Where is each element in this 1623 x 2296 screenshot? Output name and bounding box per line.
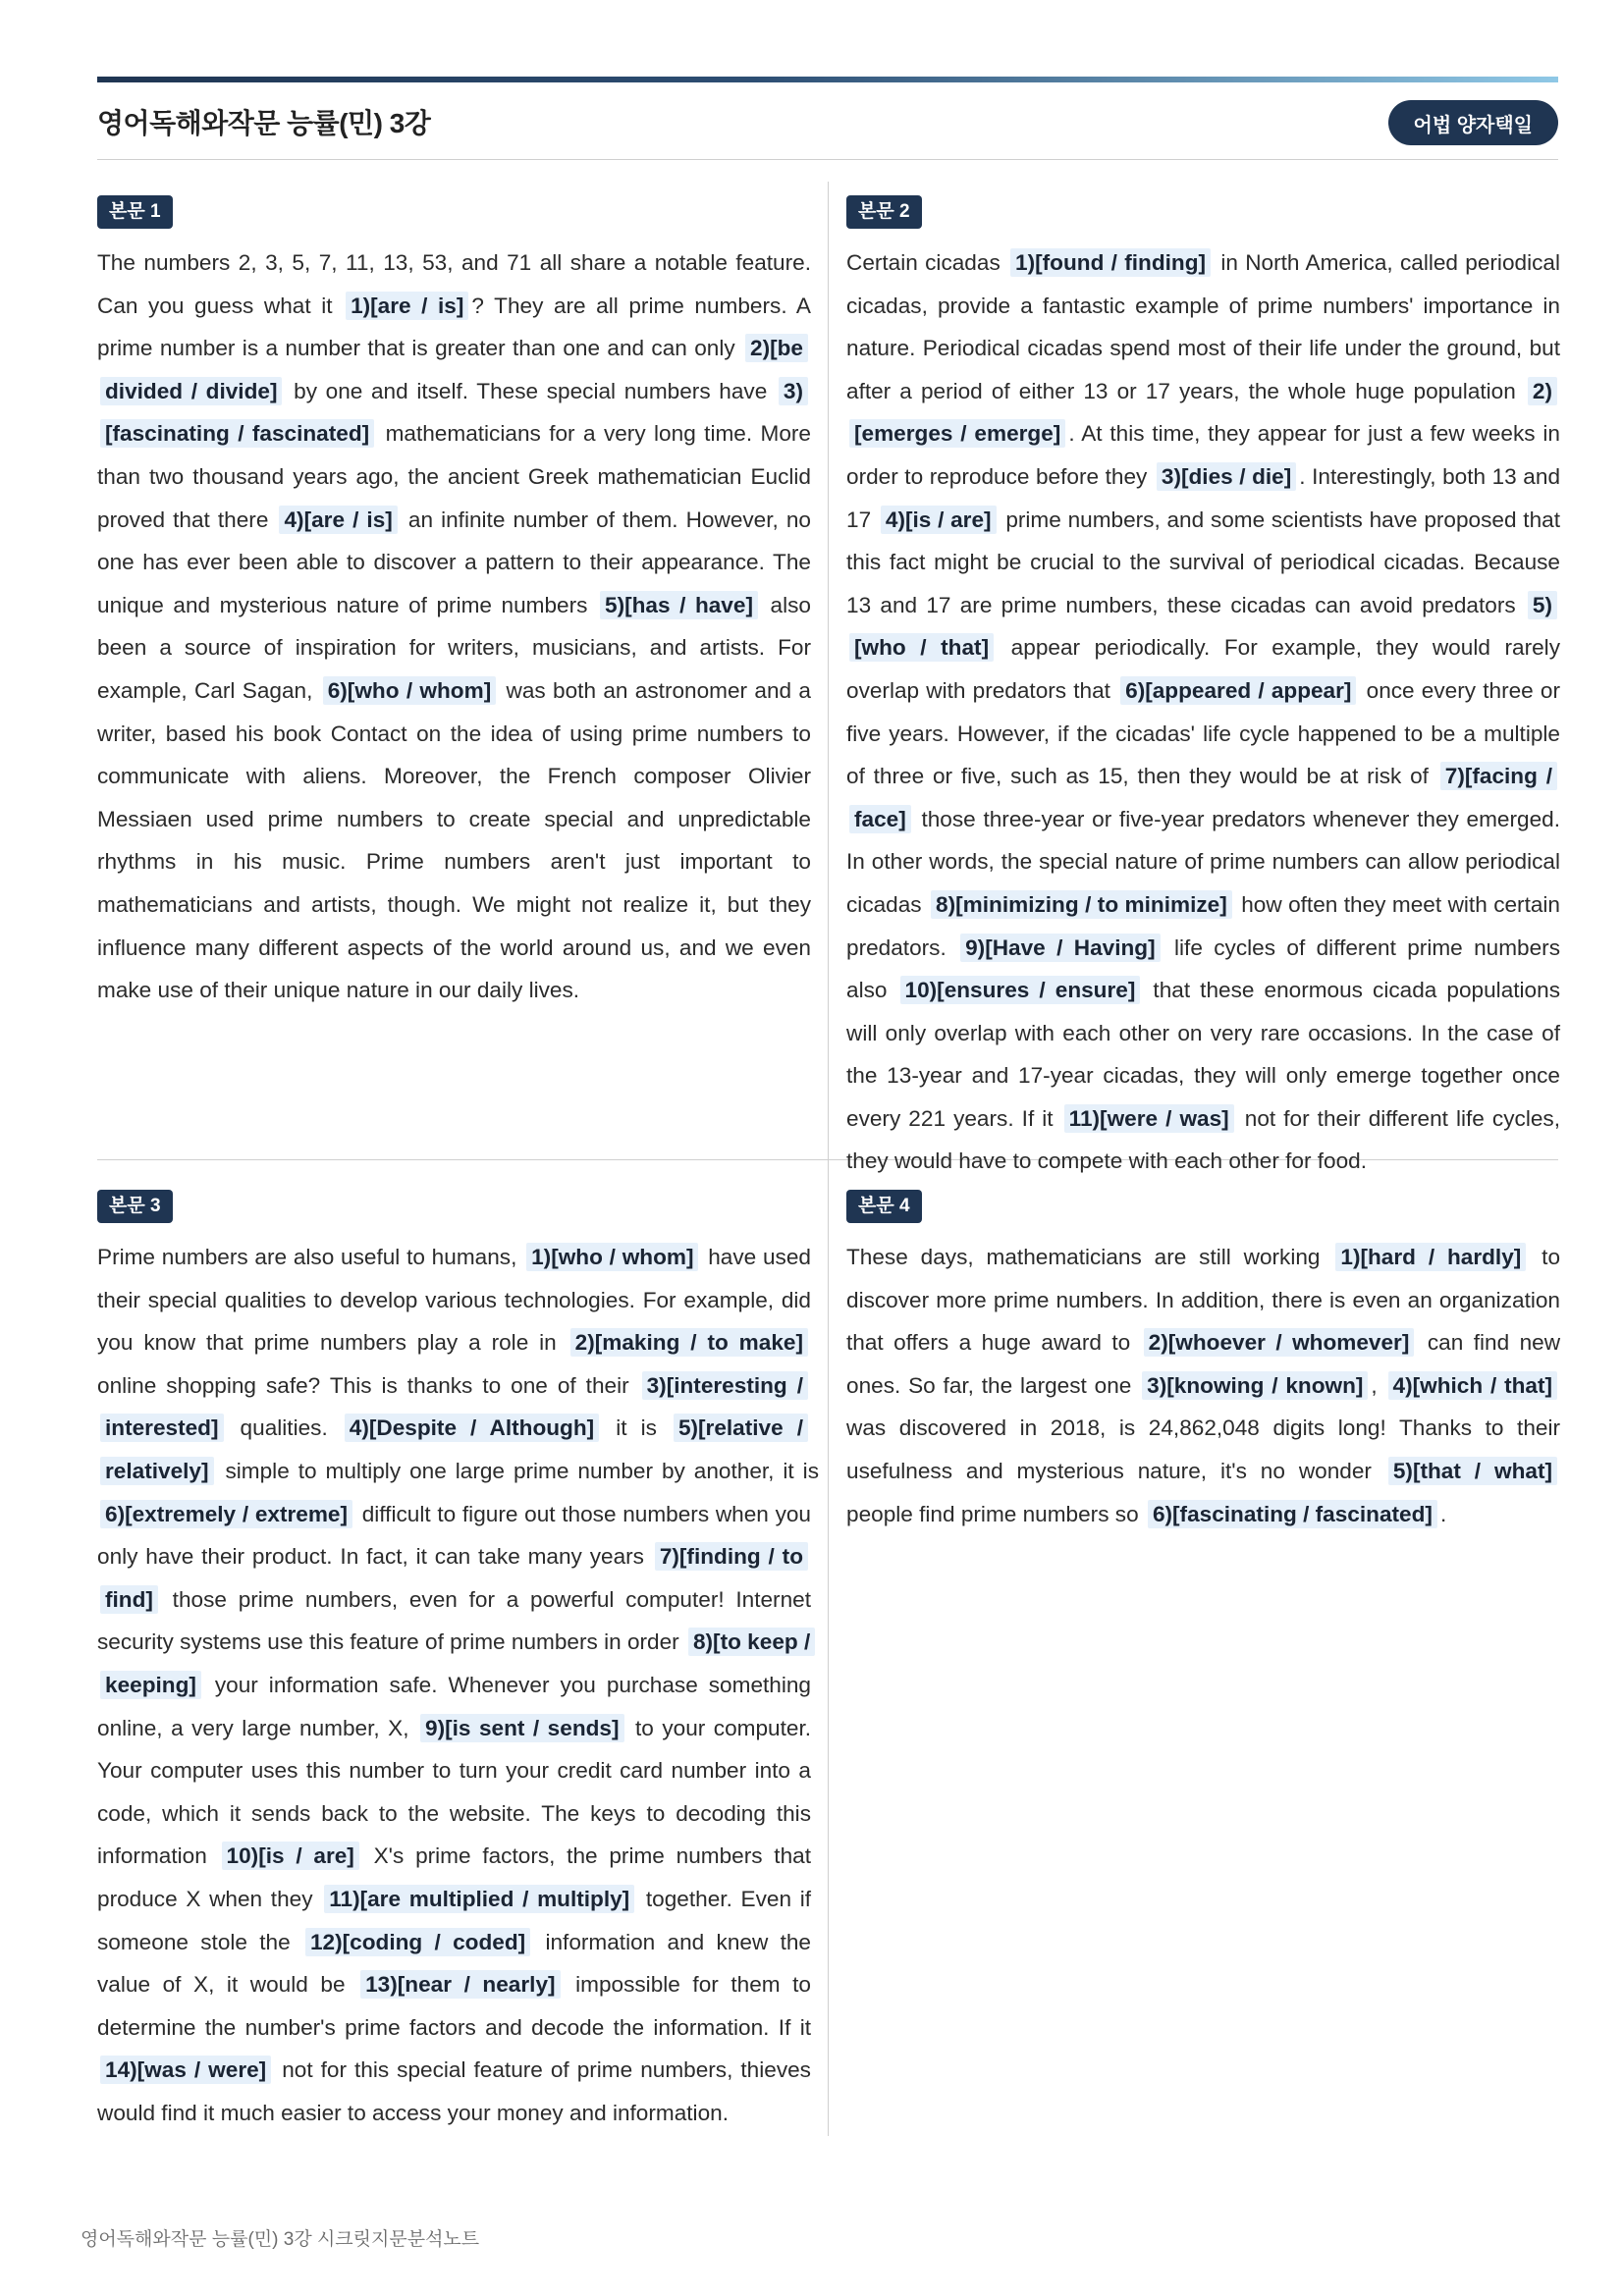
- passage-sentence: Certain cicadas: [846, 250, 1008, 275]
- passage-label: 본문 2: [846, 195, 922, 229]
- grammar-choice: 8)[to keep / keeping]: [100, 1628, 815, 1699]
- grammar-choice: 4)[which / that]: [1388, 1371, 1558, 1400]
- grammar-choice: 11)[are multiplied / multiply]: [324, 1885, 634, 1913]
- passage-sentence: ? They are all prime numbers. A prime number is a number that is greater than one and can only: [97, 293, 811, 361]
- header-accent-bar: [97, 77, 1558, 82]
- grammar-choice: 5)[has / have]: [600, 591, 758, 619]
- passage-text: [846, 1236, 1560, 1535]
- grammar-choice: 12)[coding / coded]: [305, 1928, 530, 1956]
- passage-sentence: qualities.: [226, 1415, 342, 1441]
- passage-section-2: [846, 195, 1560, 1183]
- passage-sentence: people find prime numbers so: [846, 1501, 1145, 1526]
- passage-sentence: ,: [1371, 1372, 1385, 1398]
- grammar-choice: 6)[extremely / extreme]: [100, 1500, 352, 1528]
- passage-sentence: not for this special feature of prime numbers, thieves would find it much easier to access your money and information.: [97, 2057, 811, 2125]
- passage-sentence: also been a source of inspiration for writers, musicians, and artists. For example, Carl Sagan,: [97, 592, 811, 703]
- grammar-choice: 6)[appeared / appear]: [1120, 676, 1356, 705]
- passage-sentence: X's prime factors, the prime numbers that produce X when they: [97, 1843, 811, 1911]
- header-divider: [97, 159, 1558, 160]
- passage-sentence: can find new ones. So far, the largest one: [846, 1330, 1561, 1398]
- passage-sentence: .: [1439, 1501, 1447, 1526]
- passage-sentence: mathematicians for a very long time. More than two thousand years ago, the ancient Greek mathematician Euclid proved that there: [97, 421, 812, 532]
- grammar-choice: 11)[were / was]: [1064, 1104, 1234, 1133]
- passage-label: 본문 3: [97, 1190, 173, 1223]
- grammar-choice: 10)[ensures / ensure]: [900, 976, 1141, 1004]
- passage-sentence: prime numbers, and some scientists have proposed that this fact might be crucial to the survival of periodical cicadas. Because 13 and 17 are prime numbers, these cicadas can avoid predators: [846, 507, 1560, 617]
- passage-sentence: not for their different life cycles, they would have to compete with each other for food.: [846, 1105, 1560, 1174]
- passage-sentence: it is: [602, 1415, 671, 1441]
- grammar-choice: 5)[relative / relatively]: [100, 1414, 808, 1485]
- passage-label: 본문 4: [846, 1190, 922, 1223]
- grammar-choice: 14)[was / were]: [100, 2056, 271, 2084]
- passage-sentence: . At this time, they appear for just a few weeks in order to reproduce before they: [846, 421, 1560, 489]
- passage-sentence: was discovered in 2018, is 24,862,048 digits long! Thanks to their usefulness and mysterious nature, it's no wonder: [846, 1415, 1560, 1483]
- grammar-choice: 4)[is / are]: [881, 506, 997, 534]
- passage-sentence: in North America, called periodical cicadas, provide a fantastic example of prime numbers' importance in nature. Periodical cicadas spend most of their life under the ground, but after a period of either 13 or 17 years, the whole huge population: [846, 250, 1560, 403]
- grammar-choice: 4)[are / is]: [279, 506, 397, 534]
- passage-sentence: that these enormous cicada populations will only overlap with each other on very rare occasions. In the case of the 13-year and 17-year cicadas, they will only emerge together once every 221 years. If it: [846, 978, 1560, 1131]
- grammar-choice: 3)[knowing / known]: [1142, 1371, 1368, 1400]
- grammar-choice: 1)[are / is]: [346, 292, 468, 320]
- passage-text: [97, 1236, 819, 2134]
- passage-sentence: your information safe. Whenever you purchase something online, a very large number, X,: [97, 1672, 811, 1740]
- passage-section-4: [846, 1190, 1560, 1535]
- passage-sentence: life cycles of different prime numbers also: [846, 934, 1560, 1003]
- passage-section-3: [97, 1190, 819, 2134]
- grammar-choice: 2)[be divided / divide]: [100, 334, 808, 405]
- grammar-choice: 2)[emerges / emerge]: [849, 377, 1557, 449]
- grammar-choice: 7)[facing / face]: [849, 762, 1557, 833]
- passage-sentence: The numbers 2, 3, 5, 7, 11, 13, 53, and 71 all share a notable feature. Can you guess what it: [97, 250, 811, 318]
- grammar-choice: 3)[dies / die]: [1157, 462, 1296, 491]
- passage-sentence: have used their special qualities to develop various technologies. For example, did you know that prime numbers play a role in: [97, 1245, 811, 1356]
- passage-sentence: was both an astronomer and a writer, based his book Contact on the idea of using prime numbers to communicate with aliens. Moreover, the French composer Olivier Messiaen used prime numbers to create special and unpredictable rhythms in his music. Prime numbers aren't just important to mathematicians and artists, though. We might not realize it, but they influence many different aspects of the world around us, and we even make use of their unique nature in our daily lives.: [97, 677, 811, 1003]
- passage-sentence: those prime numbers, even for a powerful computer! Internet security systems use this feature of prime numbers in order: [97, 1586, 811, 1655]
- page-footer: 영어독해와작문 능률(민) 3강 시크릿지문분석노트: [81, 2229, 480, 2250]
- passage-sentence: how often they meet with certain predators.: [846, 891, 1561, 960]
- passage-sentence: to your computer. Your computer uses this number to turn your credit card number into a code, which it sends back to the website. The keys to decoding this information: [97, 1715, 811, 1869]
- grammar-choice: 1)[hard / hardly]: [1335, 1243, 1526, 1271]
- passage-sentence: those three-year or five-year predators whenever they emerged. In other words, the special nature of prime numbers can allow periodical cicadas: [846, 806, 1560, 917]
- passage-sentence: Prime numbers are also useful to humans,: [97, 1245, 524, 1269]
- page-title: 영어독해와작문 능률(민) 3강: [97, 108, 431, 138]
- passage-sentence: These days, mathematicians are still working: [846, 1245, 1333, 1269]
- grammar-choice: 13)[near / nearly]: [360, 1970, 560, 1999]
- passage-sentence: by one and itself. These special numbers have: [285, 378, 776, 403]
- grammar-choice: 1)[found / finding]: [1010, 248, 1211, 277]
- passage-sentence: information and knew the value of X, it would be: [97, 1929, 811, 1998]
- category-badge: 어법 양자택일: [1388, 100, 1558, 145]
- passage-sentence: an infinite number of them. However, no one has ever been able to discover a pattern to their appearance. The unique and mysterious nature of prime numbers: [97, 507, 811, 617]
- passage-text: [97, 241, 811, 1012]
- passage-sentence: impossible for them to determine the number's prime factors and decode the information. If it: [97, 1972, 811, 2040]
- passage-sentence: appear periodically. For example, they would rarely overlap with predators that: [846, 635, 1560, 703]
- passage-sentence: . Interestingly, both 13 and 17: [846, 463, 1561, 532]
- passage-sentence: together. Even if someone stole the: [97, 1886, 812, 1954]
- grammar-choice: 8)[minimizing / to minimize]: [931, 890, 1232, 919]
- grammar-choice: 2)[whoever / whomever]: [1144, 1328, 1415, 1357]
- grammar-choice: 1)[who / whom]: [526, 1243, 698, 1271]
- grammar-choice: 4)[Despite / Although]: [345, 1414, 599, 1442]
- grammar-choice: 5)[that / what]: [1388, 1457, 1557, 1485]
- grammar-choice: 9)[Have / Having]: [960, 934, 1161, 962]
- grammar-choice: 2)[making / to make]: [570, 1328, 808, 1357]
- passage-label: 본문 1: [97, 195, 173, 229]
- grammar-choice: 5)[who / that]: [849, 591, 1557, 663]
- passage-sentence: simple to multiply one large prime number by another, it is: [216, 1458, 819, 1483]
- grammar-choice: 6)[who / whom]: [323, 676, 497, 705]
- passage-sentence: online shopping safe? This is thanks to one of their: [97, 1372, 639, 1398]
- passage-sentence: difficult to figure out those numbers when you only have their product. In fact, it can take many years: [97, 1501, 811, 1570]
- passage-sentence: to discover more prime numbers. In addition, there is even an organization that offers a huge award to: [846, 1245, 1561, 1356]
- passage-sentence: once every three or five years. However, if the cicadas' life cycle happened to be a multiple of three or five, such as 15, then they would be at risk of: [846, 677, 1560, 789]
- grammar-choice: 3)[fascinating / fascinated]: [100, 377, 808, 449]
- passage-section-1: [97, 195, 811, 1012]
- grammar-choice: 6)[fascinating / fascinated]: [1148, 1500, 1437, 1528]
- grammar-choice: 3)[interesting / interested]: [100, 1371, 808, 1443]
- grammar-choice: 7)[finding / to find]: [100, 1542, 808, 1614]
- grammar-choice: 10)[is / are]: [222, 1842, 359, 1870]
- grammar-choice: 9)[is sent / sends]: [420, 1714, 624, 1742]
- passage-text: [846, 241, 1560, 1183]
